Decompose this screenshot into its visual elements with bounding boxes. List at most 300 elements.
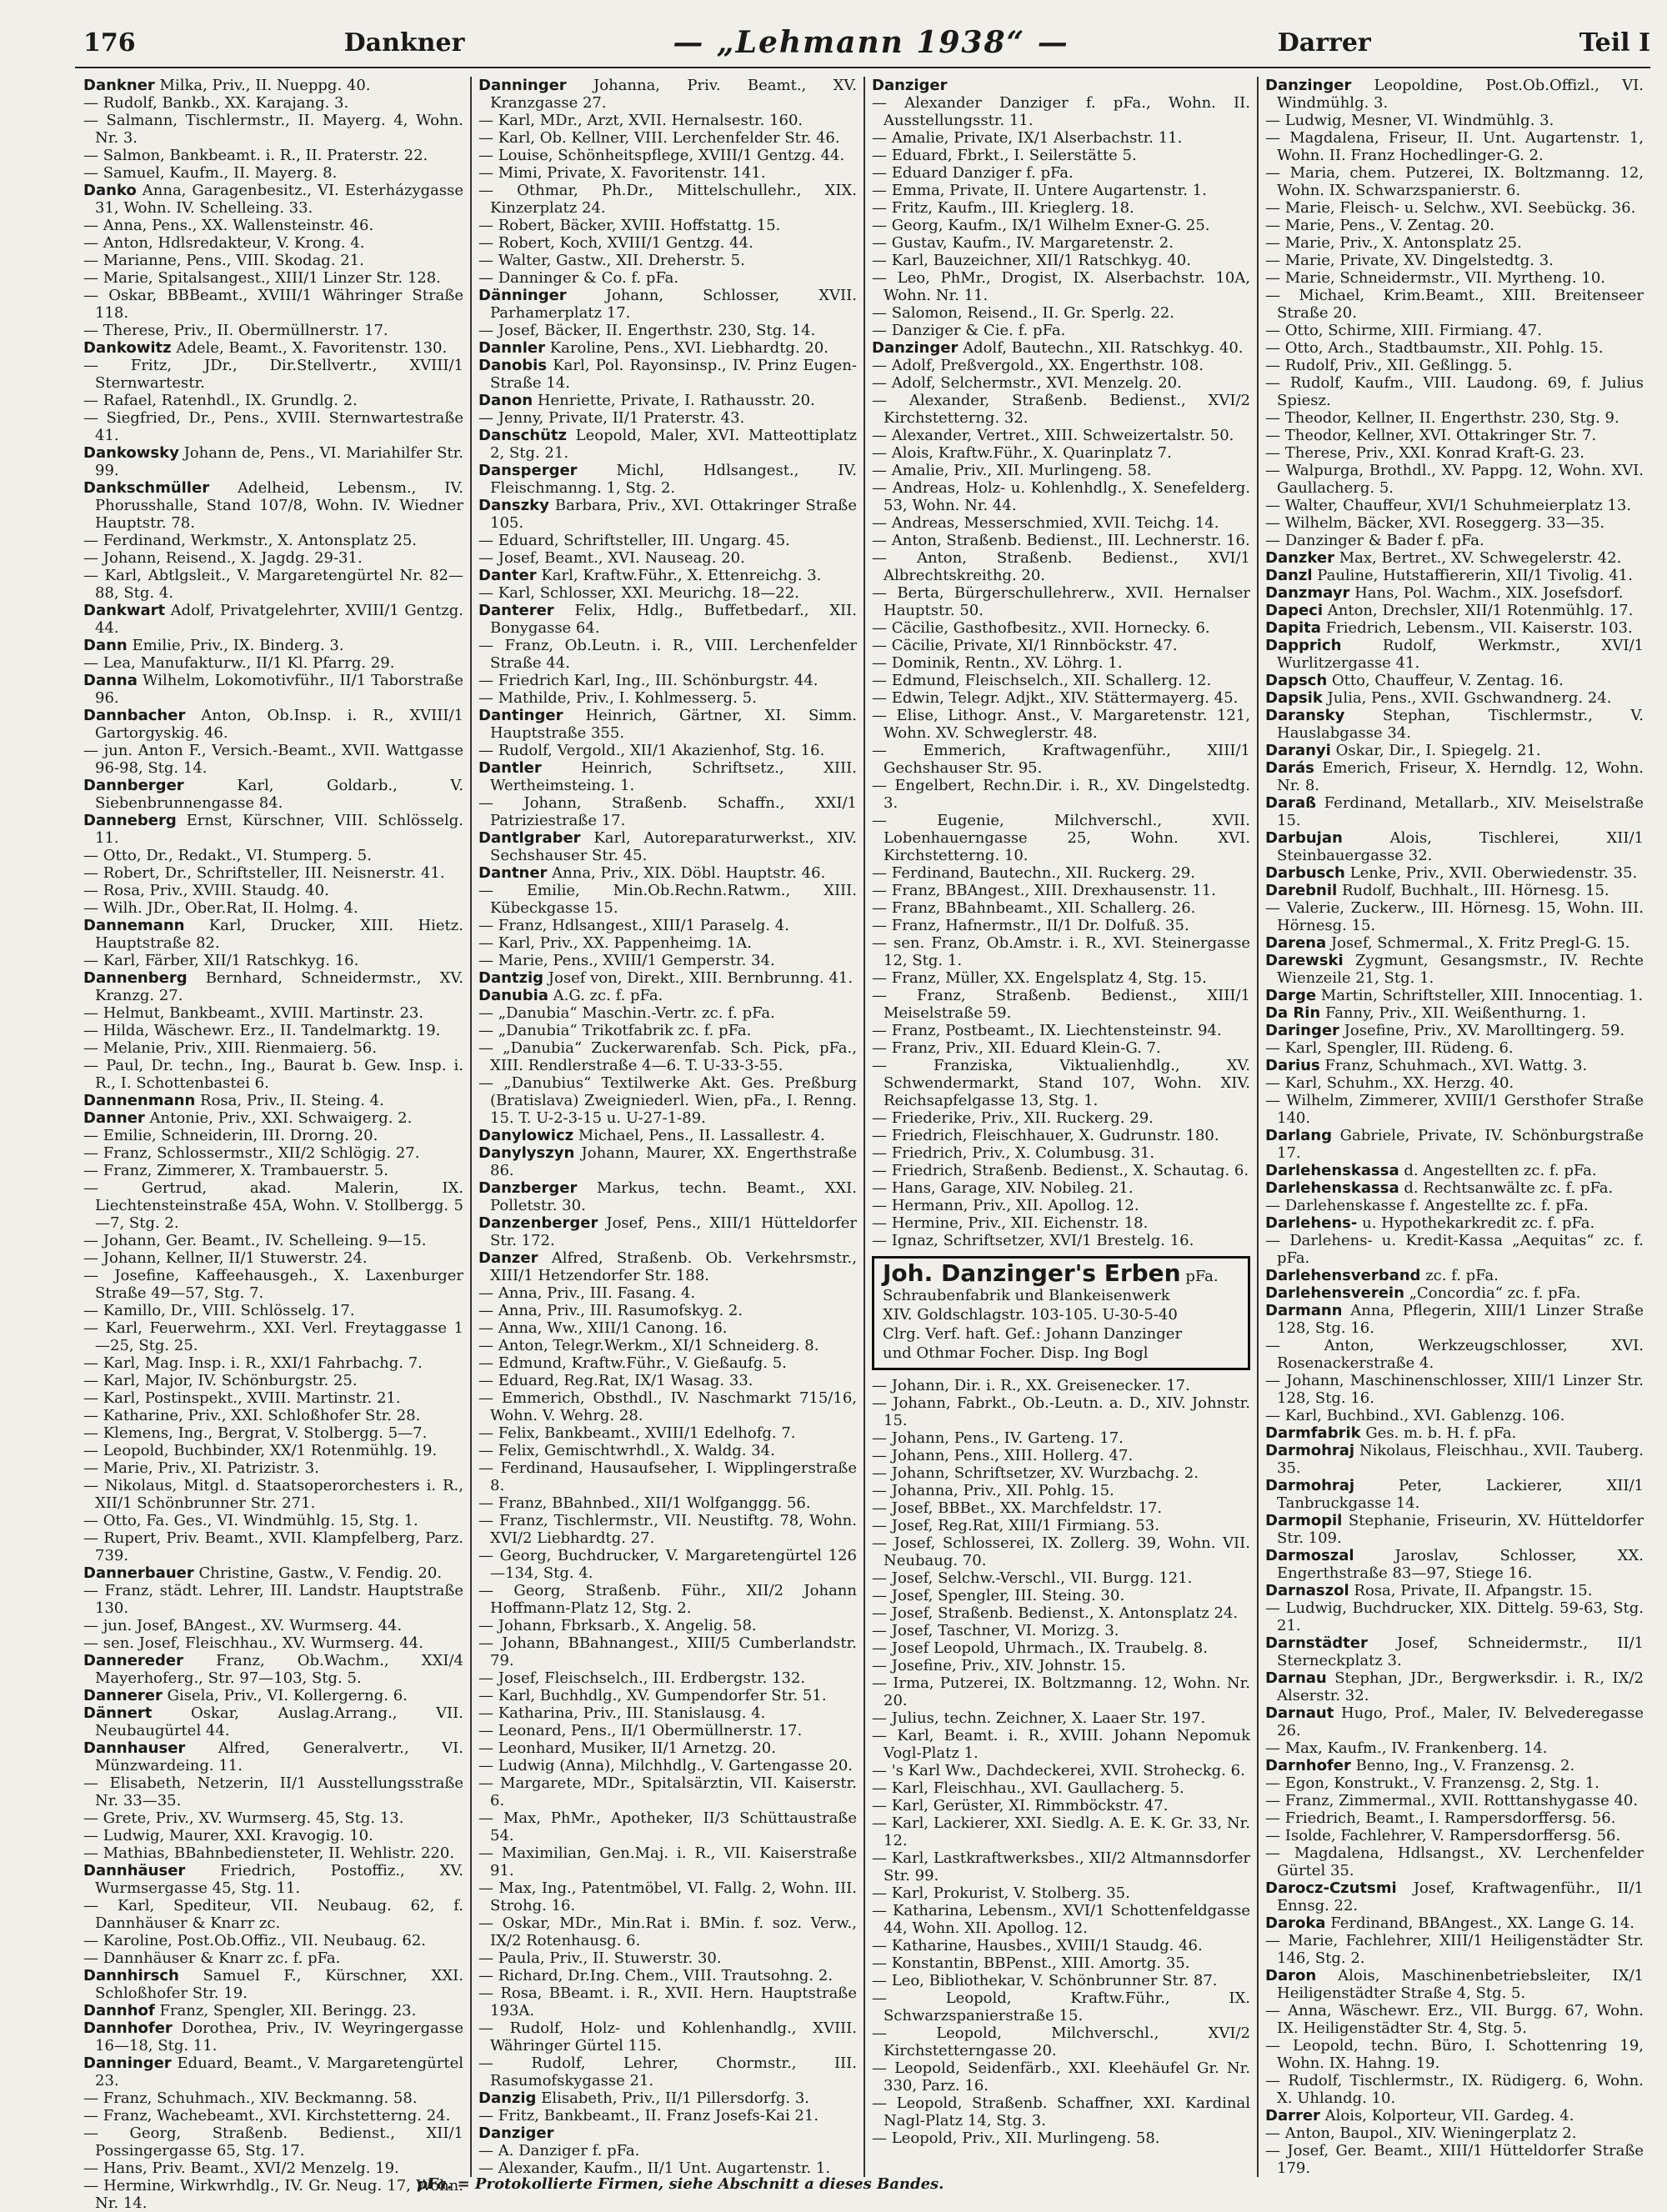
- entry-surname: Dapprich: [1265, 637, 1342, 654]
- directory-entry: [478, 1722, 857, 1739]
- entry-text: — Gertrud, akad. Malerin, IX. Liechtensteinstraße 45A, Wohn. V. Stollbergg. 5—7, Stg. 2.: [83, 1179, 463, 1232]
- entry-text: Anton, Drechsler, XII/1 Rotenmühlg. 17.: [1327, 602, 1634, 619]
- entry-text: — Dominik, Rentn., XV. Löhrg. 1.: [872, 654, 1123, 672]
- entry-surname: Dannhauser: [83, 1739, 186, 1757]
- column-2: [470, 77, 864, 2177]
- directory-entry: [478, 217, 857, 234]
- directory-entry: [872, 147, 1250, 164]
- directory-entry: [872, 1674, 1250, 1709]
- entry-text: — Rudolf, Vergold., XII/1 Akazienhof, Stg. 16.: [478, 742, 825, 759]
- directory-entry: [478, 689, 857, 707]
- directory-entry: [1265, 164, 1644, 199]
- entry-text: — Johann, Maschinenschlosser, XIII/1 Linzer Str. 128, Stg. 16.: [1265, 1372, 1644, 1407]
- directory-entry: [478, 1704, 857, 1722]
- directory-entry: [478, 1809, 857, 1844]
- directory-entry: [83, 864, 463, 882]
- directory-entry: [478, 637, 857, 672]
- directory-entry: [83, 882, 463, 899]
- directory-entry: [478, 1372, 857, 1389]
- directory-entry: [1265, 1932, 1644, 1967]
- directory-entry: [1265, 1967, 1644, 2002]
- entry-text: — Josef, Reg.Rat, XIII/1 Firmiang. 53.: [872, 1517, 1159, 1534]
- directory-entry: [1265, 882, 1644, 899]
- entry-text: — Eduard Danziger f. pFa.: [872, 164, 1074, 182]
- directory-entry: [83, 899, 463, 917]
- entry-text: Ges. m. b. H. f. pFa.: [1365, 1424, 1517, 1442]
- entry-text: — Anton, Hdlsredakteur, V. Krong. 4.: [83, 234, 365, 252]
- entry-surname: Danter: [478, 567, 537, 584]
- entry-text: — 's Karl Ww., Dachdeckerei, XVII. Stroheckg. 6.: [872, 1762, 1245, 1779]
- entry-surname: Danylowicz: [478, 1127, 574, 1144]
- directory-entry: [83, 322, 463, 339]
- entry-text: — Leopold, Milchverschl., XVI/2 Kirchstetterngasse 20.: [872, 2024, 1250, 2059]
- entry-surname: Darlehensverband: [1265, 1267, 1421, 1284]
- entry-text: Adolf, Bautechn., XII. Ratschkyg. 40.: [963, 339, 1244, 357]
- ad-company-suffix: pFa.: [1185, 1268, 1219, 1285]
- entry-surname: Dankschmüller: [83, 479, 210, 497]
- entry-surname: Dannhäuser: [83, 1862, 186, 1879]
- directory-entry: [83, 1179, 463, 1232]
- entry-text: — Anton, Werkzeugschlosser, XVI. Rosenackerstraße 4.: [1265, 1337, 1644, 1372]
- ad-line-3: Clrg. Verf. haft. Gef.: Johann Danzinger: [883, 1325, 1183, 1343]
- entry-text: — Ludwig (Anna), Milchhdlg., V. Gartengasse 20.: [478, 1757, 853, 1774]
- entry-text: — Karl, Bauzeichner, XII/1 Ratschkyg. 40.: [872, 252, 1191, 269]
- directory-entry: [1265, 689, 1644, 707]
- entry-text: — Franz, Priv., XII. Eduard Klein-G. 7.: [872, 1039, 1161, 1057]
- entry-text: Josef, Kraftwagenführ., II/1 Ennsg. 22.: [1277, 1879, 1644, 1914]
- directory-entry: [83, 1582, 463, 1617]
- entry-text: Gabriele, Private, IV. Schönburgstraße 17.: [1277, 1127, 1644, 1162]
- entry-text: — Josef, Taschner, VI. Morizg. 3.: [872, 1622, 1119, 1639]
- directory-entry: [872, 217, 1250, 234]
- entry-text: — Katharine, Hausbes., XVIII/1 Staudg. 46.: [872, 1937, 1203, 1954]
- directory-entry: [478, 462, 857, 497]
- entry-text: — Franz, BBahnbed., XII/1 Wolfganggg. 56.: [478, 1494, 811, 1512]
- entry-surname: Darlehenskassa: [1265, 1162, 1399, 1179]
- entry-text: — Josef, Beamt., XVI. Nauseag. 20.: [478, 549, 745, 567]
- entry-text: — Franz, Straßenb. Bedienst., XIII/1 Meiselstraße 59.: [872, 987, 1250, 1022]
- directory-entry: [478, 2107, 857, 2124]
- directory-entry: [1265, 322, 1644, 339]
- entry-surname: Dantler: [478, 759, 542, 777]
- entry-text: Elisabeth, Priv., II/1 Pillersdorfg. 3.: [541, 2089, 810, 2107]
- entry-text: — Darlehenskasse f. Angestellte zc. f. pFa.: [1265, 1197, 1589, 1214]
- entry-surname: Danner: [83, 1109, 145, 1127]
- entry-surname: Dankowsky: [83, 444, 179, 462]
- directory-entry: [1265, 1547, 1644, 1582]
- entry-text: — sen. Franz, Ob.Amstr. i. R., XVI. Steinergasse 12, Stg. 1.: [872, 934, 1250, 969]
- entry-text: Wilhelm, Lokomotivführ., II/1 Taborstraße 96.: [95, 672, 463, 707]
- page-title: — „Lehmann 1938“ —: [673, 25, 1069, 60]
- entry-text: Heinrich, Schriftsetz., XIII. Wertheimsteing. 1.: [490, 759, 857, 794]
- directory-entry: [872, 339, 1250, 357]
- entry-text: — Anton, Straßenb. Bedienst., XVI/1 Albrechtskreithg. 20.: [872, 549, 1250, 584]
- entry-text: — Max, Ing., Patentmöbel, VI. Fallg. 2, Wohn. III. Strohg. 16.: [478, 1879, 857, 1914]
- directory-entry: [1265, 637, 1644, 672]
- entry-text: — Edmund, Kraftw.Führ., V. Gießaufg. 5.: [478, 1354, 787, 1372]
- entry-text: Johann de, Pens., VI. Mariahilfer Str. 99.: [95, 444, 463, 479]
- entry-surname: Darewski: [1265, 952, 1344, 969]
- entry-text: d. Rechtsanwälte zc. f. pFa.: [1404, 1179, 1614, 1197]
- entry-text: — sen. Josef, Fleischhau., XV. Wurmserg. 44.: [83, 1634, 423, 1652]
- directory-entry: [1265, 1774, 1644, 1792]
- entry-text: — Karl, Ob. Kellner, VIII. Lerchenfelder Str. 46.: [478, 129, 840, 147]
- entry-text: — Adolf, Preßvergold., XX. Engerthstr. 108.: [872, 357, 1204, 374]
- directory-entry: [83, 549, 463, 567]
- directory-entry: [83, 2177, 463, 2212]
- entry-text: — Emilie, Min.Ob.Rechn.Ratwm., XIII. Kübeckgasse 15.: [478, 882, 857, 917]
- directory-entry: [83, 1057, 463, 1092]
- directory-entry: [1265, 952, 1644, 987]
- entry-text: — Karl, Prokurist, V. Stolberg. 35.: [872, 1884, 1130, 1902]
- entry-surname: Danubia: [478, 987, 548, 1004]
- entry-text: — Franz, Schuhmach., XIV. Beckmanng. 58.: [83, 2089, 418, 2107]
- entry-text: — Edmund, Fleischselch., XII. Schallerg. 12.: [872, 672, 1212, 689]
- entry-surname: Danninger: [478, 77, 567, 94]
- entry-text: — Fritz, Kaufm., III. Krieglerg. 18.: [872, 199, 1134, 217]
- entry-text: Ferdinand, Metallarb., XIV. Meiselstraße 15.: [1277, 794, 1644, 829]
- entry-surname: Danzmayr: [1265, 584, 1350, 602]
- directory-entry: [872, 234, 1250, 252]
- directory-entry: [478, 1634, 857, 1669]
- entry-text: — Franz, Zimmerer, X. Trambauerstr. 5.: [83, 1162, 388, 1179]
- entry-text: — Georg, Straßenb. Führ., XII/2 Johann Hoffmann-Platz 12, Stg. 2.: [478, 1582, 857, 1617]
- directory-entry: [478, 1949, 857, 1967]
- entry-text: — Ferdinand, Hausaufseher, I. Wipplingerstraße 8.: [478, 1459, 857, 1494]
- entry-text: — Elisabeth, Netzerin, II/1 Ausstellungsstraße Nr. 33—35.: [83, 1774, 463, 1809]
- entry-surname: Dannhof: [83, 2002, 155, 2019]
- entry-text: — Theodor, Kellner, II. Engerthstr. 230, Stg. 9.: [1265, 409, 1619, 427]
- entry-surname: Darena: [1265, 934, 1327, 952]
- directory-entry: [1265, 1284, 1644, 1302]
- entry-text: — Karl, MDr., Arzt, XVII. Hernalsestr. 160.: [478, 112, 803, 129]
- entry-text: — Wilh. JDr., Ober.Rat, II. Holmg. 4.: [83, 899, 358, 917]
- directory-entry: [478, 357, 857, 392]
- entry-text: — Eugenie, Milchverschl., XVII. Lobenhauerngasse 25, Wohn. XVI. Kirchstetterng. 10.: [872, 812, 1250, 864]
- directory-entry: [83, 1372, 463, 1389]
- entry-text: Johann, Schlosser, XVII. Parhamerplatz 17.: [490, 287, 857, 322]
- directory-entry: [83, 1004, 463, 1022]
- entry-text: Josef, Schneidermstr., II/1 Sterneckplatz 3.: [1277, 1634, 1644, 1669]
- entry-text: — Othmar, Ph.Dr., Mittelschullehr., XIX. Kinzerplatz 24.: [478, 182, 857, 217]
- directory-entry: [872, 1482, 1250, 1499]
- entry-text: Stephanie, Friseurin, XV. Hütteldorfer Str. 109.: [1277, 1512, 1644, 1547]
- entry-text: — Friedrich, Straßenb. Bedienst., X. Schautag. 6.: [872, 1162, 1249, 1179]
- entry-surname: Danszky: [478, 497, 549, 514]
- directory-entry: [83, 1039, 463, 1057]
- directory-entry: [872, 427, 1250, 444]
- directory-entry: [83, 1862, 463, 1897]
- entry-text: — Mimi, Private, X. Favoritenstr. 141.: [478, 164, 766, 182]
- entry-text: — Karl, Beamt. i. R., XVIII. Johann Nepomuk Vogl-Platz 1.: [872, 1727, 1250, 1762]
- entry-text: Johann, Maurer, XX. Engerthstraße 86.: [490, 1144, 857, 1179]
- directory-entry: [83, 112, 463, 147]
- entry-text: — Rafael, Ratenhdl., IX. Grundlg. 2.: [83, 392, 358, 409]
- directory-entry: [1265, 2002, 1644, 2037]
- directory-entry: [1265, 987, 1644, 1004]
- directory-entry: [1265, 1424, 1644, 1442]
- entry-text: — Alexander, Kaufm., II/1 Unt. Augartenstr. 1.: [478, 2159, 831, 2177]
- entry-text: — Marie, Pens., XVIII/1 Gemperstr. 34.: [478, 952, 775, 969]
- page-header: [83, 23, 1650, 62]
- entry-surname: Danko: [83, 182, 137, 199]
- entry-text: — Karl, Schlosser, XXI. Meurichg. 18—22.: [478, 584, 799, 602]
- entry-text: — Adolf, Selchermstr., XVI. Menzelg. 20.: [872, 374, 1182, 392]
- entry-surname: Dännert: [83, 1704, 153, 1722]
- entry-text: — Grete, Priv., XV. Wurmserg. 45, Stg. 13.: [83, 1809, 404, 1827]
- directory-entry: [83, 409, 463, 444]
- entry-surname: Daransky: [1265, 707, 1345, 724]
- entry-text: — Friedrich, Fleischhauer, X. Gudrunstr. 180.: [872, 1127, 1219, 1144]
- entry-text: — Franz, BBAngest., XIII. Drexhausenstr. 11.: [872, 882, 1216, 899]
- entry-text: — Valerie, Zuckerw., III. Hörnesg. 15, Wohn. III. Hörnesg. 15.: [1265, 899, 1644, 934]
- entry-surname: Danschütz: [478, 427, 567, 444]
- directory-entry: [83, 1932, 463, 1949]
- entry-text: — Ignaz, Schriftsetzer, XVI/1 Brestelg. 16.: [872, 1232, 1194, 1249]
- directory-entry: [872, 1534, 1250, 1569]
- directory-entry: [1265, 1267, 1644, 1284]
- entry-text: — Marie, Private, XV. Dingelstedtg. 3.: [1265, 252, 1554, 269]
- entry-text: — Leonard, Pens., II/1 Obermüllnerstr. 17.: [478, 1722, 803, 1739]
- directory-entry: [83, 532, 463, 549]
- entry-text: — Cäcilie, Gasthofbesitz., XVII. Hornecky. 6.: [872, 619, 1210, 637]
- directory-entry: [1265, 339, 1644, 357]
- entry-text: — Franz, Wachebeamt., XVI. Kirchstetterng. 24.: [83, 2107, 451, 2124]
- entry-surname: Darlehens-: [1265, 1214, 1358, 1232]
- directory-entry: [872, 77, 1250, 94]
- entry-text: „Concordia“ zc. f. pFa.: [1409, 1284, 1581, 1302]
- entry-text: — Emilie, Schneiderin, III. Drorng. 20.: [83, 1127, 378, 1144]
- entry-text: — Margarete, MDr., Spitalsärztin, VII. Kaiserstr. 6.: [478, 1774, 857, 1809]
- directory-entry: [1265, 444, 1644, 462]
- directory-entry: [478, 1144, 857, 1179]
- column-1: [77, 77, 470, 2212]
- entry-text: Christine, Gastw., V. Fendig. 20.: [198, 1564, 443, 1582]
- entry-surname: Darnaszol: [1265, 1582, 1349, 1599]
- entry-text: Ferdinand, BBAngest., XX. Lange G. 14.: [1330, 1914, 1635, 1932]
- entry-text: Michael, Pens., II. Lassallestr. 4.: [578, 1127, 825, 1144]
- directory-entry: [83, 1739, 463, 1774]
- entry-text: Zygmunt, Gesangsmstr., IV. Rechte Wienzeile 21, Stg. 1.: [1277, 952, 1644, 987]
- directory-entry: [1265, 794, 1644, 829]
- directory-entry: [1265, 532, 1644, 549]
- directory-entry: [83, 1092, 463, 1109]
- entry-text: Josefine, Priv., XV. Marolltingerg. 59.: [1344, 1022, 1625, 1039]
- entry-text: — Emmerich, Obsthdl., IV. Naschmarkt 715/16, Wohn. V. Wehrg. 28.: [478, 1389, 857, 1424]
- directory-entry: [83, 969, 463, 1004]
- entry-text: — Karl, Schuhm., XX. Herzg. 40.: [1265, 1074, 1514, 1092]
- directory-entry: [478, 1214, 857, 1249]
- directory-entry: [83, 1704, 463, 1739]
- entry-text: — Theodor, Kellner, XVI. Ottakringer Str. 7.: [1265, 427, 1597, 444]
- entry-text: — Wilhelm, Bäcker, XVI. Roseggerg. 33—35.: [1265, 514, 1605, 532]
- directory-entry: [1265, 234, 1644, 252]
- directory-entry: [872, 1849, 1250, 1884]
- directory-entry: [872, 1587, 1250, 1604]
- entry-surname: Dänninger: [478, 287, 567, 304]
- entry-text: Anna, Priv., XIX. Döbl. Hauptstr. 46.: [552, 864, 826, 882]
- entry-text: — Franz, Ob.Leutn. i. R., VIII. Lerchenfelder Straße 44.: [478, 637, 857, 672]
- entry-surname: Dantzig: [478, 969, 544, 987]
- directory-entry: [478, 427, 857, 462]
- directory-entry: [1265, 1004, 1644, 1022]
- entry-surname: Daroka: [1265, 1914, 1326, 1932]
- directory-entry: [872, 199, 1250, 217]
- entry-text: Franz, Spengler, XII. Beringg. 23.: [159, 2002, 417, 2019]
- directory-entry: [478, 1039, 857, 1074]
- entry-surname: Darmfabrik: [1265, 1424, 1361, 1442]
- directory-entry: [872, 619, 1250, 637]
- directory-entry: [872, 934, 1250, 969]
- entry-text: — Ludwig, Mesner, VI. Windmühlg. 3.: [1265, 112, 1554, 129]
- entry-surname: Darlehenskassa: [1265, 1179, 1399, 1197]
- entry-surname: Darlang: [1265, 1127, 1332, 1144]
- directory-entry: [872, 1727, 1250, 1762]
- page-number: 176: [83, 28, 136, 58]
- entry-text: — Danziger & Cie. f. pFa.: [872, 322, 1066, 339]
- entry-surname: Darmoszal: [1265, 1547, 1354, 1564]
- directory-entry: [872, 1604, 1250, 1622]
- directory-entry: [83, 777, 463, 812]
- entry-surname: Dannerer: [83, 1687, 163, 1704]
- directory-entry: [1265, 1232, 1644, 1267]
- directory-entry: [478, 182, 857, 217]
- entry-text: — Marie, Schneidermstr., VII. Myrtheng. 10.: [1265, 269, 1605, 287]
- directory-entry: [872, 1709, 1250, 1727]
- directory-entry: [478, 1844, 857, 1879]
- directory-entry: [1265, 742, 1644, 759]
- entry-text: — Rosa, BBeamt. i. R., XVII. Hern. Hauptstraße 193A.: [478, 1984, 857, 2019]
- entry-text: — Ludwig, Buchdrucker, XIX. Dittelg. 59-63, Stg. 21.: [1265, 1599, 1644, 1634]
- entry-text: — Elise, Lithogr. Anst., V. Margaretenstr. 121, Wohn. XV. Schweglerstr. 48.: [872, 707, 1250, 742]
- entry-surname: Darrer: [1265, 2107, 1320, 2124]
- entry-text: — Karl, Spengler, III. Rüdeng. 6.: [1265, 1039, 1514, 1057]
- entry-text: Eduard, Beamt., V. Margaretengürtel 23.: [95, 2054, 463, 2089]
- directory-entry: [1265, 2124, 1644, 2142]
- directory-entry: [1265, 1844, 1644, 1879]
- directory-entry: [1265, 1739, 1644, 1757]
- entry-text: — Franz, Tischlermstr., VII. Neustiftg. 78, Wohn. XVI/2 Liebhardtg. 27.: [478, 1512, 857, 1547]
- directory-entry: [872, 917, 1250, 934]
- entry-text: — A. Danziger f. pFa.: [478, 2142, 640, 2159]
- directory-entry: [1265, 1197, 1644, 1214]
- directory-entry: [478, 864, 857, 882]
- directory-entry: [83, 1144, 463, 1162]
- entry-text: — Anna, Wäschewr. Erz., VII. Burgg. 67, Wohn. IX. Heiligenstädter Str. 4, Stg. 5.: [1265, 2002, 1644, 2037]
- entry-text: — Therese, Priv., II. Obermüllnerstr. 17.: [83, 322, 388, 339]
- entry-surname: Darbusch: [1265, 864, 1345, 882]
- entry-text: — Siegfried, Dr., Pens., XVIII. Sternwartestraße 41.: [83, 409, 463, 444]
- entry-text: Adolf, Privatgelehrter, XVIII/1 Gentzg. 44.: [95, 602, 463, 637]
- entry-text: Oskar, Auslag.Arrang., VII. Neubaugürtel 44.: [95, 1704, 463, 1739]
- directory-entry: [83, 217, 463, 234]
- directory-entry: [1265, 1057, 1644, 1074]
- entry-text: — Irma, Putzerei, IX. Boltzmanng. 12, Wohn. Nr. 20.: [872, 1674, 1250, 1709]
- ad-line-1: Schraubenfabrik und Blankeisenwerk: [883, 1287, 1170, 1304]
- entry-text: — Johann, Straßenb. Schaffn., XXI/1 Patriziestraße 17.: [478, 794, 857, 829]
- entry-text: — Franz, Hdlsangest., XIII/1 Paraselg. 4.: [478, 917, 789, 934]
- entry-text: — Josef, Schlosserei, IX. Zollerg. 39, Wohn. VII. Neubaug. 70.: [872, 1534, 1250, 1569]
- directory-entry: [872, 1144, 1250, 1162]
- header-right-word: Darrer: [1277, 28, 1371, 58]
- column-3: [864, 77, 1257, 2177]
- directory-entry: [83, 1564, 463, 1582]
- entry-text: Pauline, Hutstaffiererin, XII/1 Tivolig. 41.: [1317, 567, 1633, 584]
- directory-entry: [83, 952, 463, 969]
- directory-entry: [83, 1809, 463, 1827]
- entry-text: — Marie, Spitalsangest., XIII/1 Linzer Str. 128.: [83, 269, 441, 287]
- entry-text: — Leopold, Kraftw.Führ., IX. Schwarzspanierstraße 15.: [872, 1989, 1250, 2024]
- directory-entry: [478, 1914, 857, 1949]
- entry-text: — Dannhäuser & Knarr zc. f. pFa.: [83, 1949, 341, 1967]
- directory-entry: [1265, 1214, 1644, 1232]
- directory-entry: [1265, 934, 1644, 952]
- entry-text: — Kamillo, Dr., VIII. Schlösselg. 17.: [83, 1302, 355, 1319]
- entry-text: — Otto, Schirme, XIII. Firmiang. 47.: [1265, 322, 1542, 339]
- directory-entry: [478, 532, 857, 549]
- entry-text: Leopold, Maler, XVI. Matteottiplatz 2, Stg. 21.: [490, 427, 857, 462]
- entry-text: — Magdalena, Hdlsangst., XV. Lerchenfelder Gürtel 35.: [1265, 1844, 1644, 1879]
- column-4: [1257, 77, 1650, 2177]
- entry-text: Gisela, Priv., VI. Kollergerng. 6.: [167, 1687, 408, 1704]
- entry-text: — Karl, Lackierer, XXI. Siedlg. A. E. K. Gr. 33, Nr. 12.: [872, 1814, 1250, 1849]
- directory-entry: [872, 987, 1250, 1022]
- entry-text: Anna, Pflegerin, XIII/1 Linzer Straße 128, Stg. 16.: [1277, 1302, 1644, 1337]
- entry-text: Nikolaus, Fleischhau., XVII. Tauberg. 35.: [1277, 1442, 1644, 1477]
- entry-surname: Danziger: [872, 77, 948, 94]
- directory-entry: [83, 1302, 463, 1319]
- entry-text: — Franz, Zimmermal., XVII. Rotttanshygasse 40.: [1265, 1792, 1639, 1809]
- entry-surname: Danzl: [1265, 567, 1313, 584]
- entry-surname: Dannerbauer: [83, 1564, 194, 1582]
- directory-entry: [83, 1687, 463, 1704]
- entry-surname: Dannberger: [83, 777, 184, 794]
- entry-text: Heinrich, Gärtner, XI. Simm. Hauptstraße 355.: [490, 707, 857, 742]
- directory-entry: [1265, 1302, 1644, 1337]
- entry-text: — Josef, BBBet., XX. Marchfeldstr. 17.: [872, 1499, 1163, 1517]
- entry-surname: Danylyszyn: [478, 1144, 575, 1162]
- directory-entry: [478, 759, 857, 794]
- entry-text: — Marie, Priv., XI. Patrizistr. 3.: [83, 1459, 319, 1477]
- advertisement-box: [872, 1256, 1250, 1370]
- entry-text: — Karoline, Post.Ob.Offiz., VII. Neubaug. 62.: [83, 1932, 427, 1949]
- entry-text: — Michael, Krim.Beamt., XIII. Breitenseer Straße 20.: [1265, 287, 1644, 322]
- directory-entry: [478, 2019, 857, 2054]
- directory-entry: [83, 1424, 463, 1442]
- directory-entry: [872, 1762, 1250, 1779]
- directory-entry: [872, 2129, 1250, 2147]
- directory-entry: [83, 147, 463, 164]
- entry-text: — Josef, Ger. Beamt., XIII/1 Hütteldorfer Straße 179.: [1265, 2142, 1644, 2177]
- directory-entry: [478, 1249, 857, 1284]
- entry-text: — Karl, Fleischhau., XVI. Gaullacherg. 5.: [872, 1779, 1184, 1797]
- entry-text: — Johann, Pens., IV. Garteng. 17.: [872, 1429, 1124, 1447]
- directory-entry: [1265, 584, 1644, 602]
- directory-entry: [872, 1377, 1250, 1394]
- entry-text: — Karl, Mag. Insp. i. R., XXI/1 Fahrbachg. 7.: [83, 1354, 423, 1372]
- entry-surname: Darocz-Czutsmi: [1265, 1879, 1397, 1897]
- directory-entry: [83, 1512, 463, 1529]
- entry-text: — Egon, Konstrukt., V. Franzensg. 2, Stg. 1.: [1265, 1774, 1599, 1792]
- directory-entry: [1265, 357, 1644, 374]
- directory-entry: [1265, 1407, 1644, 1424]
- directory-entry: [872, 1972, 1250, 1989]
- directory-entry: [478, 742, 857, 759]
- directory-entry: [478, 707, 857, 742]
- entry-text: Leopoldine, Post.Ob.Offizl., VI. Windmühlg. 3.: [1277, 77, 1644, 112]
- directory-entry: [83, 2159, 463, 2177]
- directory-entry: [872, 1797, 1250, 1814]
